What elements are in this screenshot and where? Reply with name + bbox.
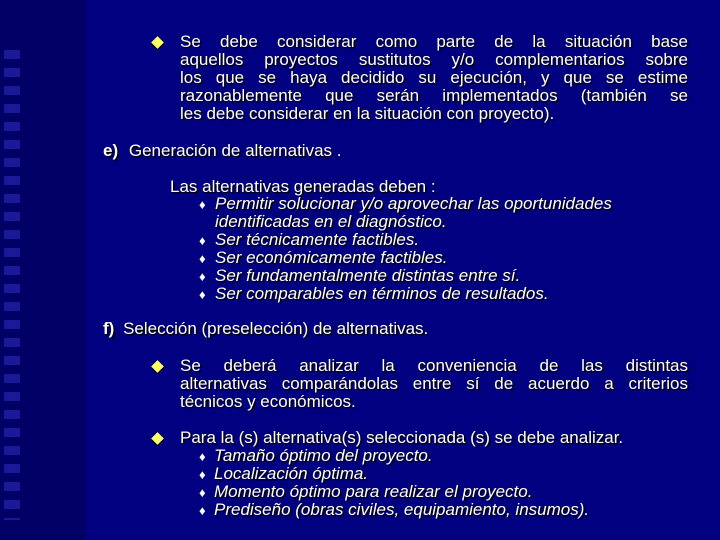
section-title: Selección (preselección) de alternativas. [123,319,429,338]
text-line: razonablemente que serán implementados (también se [180,86,688,105]
list-item: identificadas en el diagnóstico. [215,212,447,231]
text-line: aquellos proyectos sustitutos y/o complementarios sobre [180,50,688,69]
diamond-bullet-icon [151,36,164,49]
section-letter: e) [103,141,119,160]
text-line: Se debe considerar como parte de la situación base [180,32,688,51]
alternativas-intro: Las alternativas generadas deben : [170,177,436,196]
text-line: les debe considerar en la situación con proyecto). [180,104,555,123]
text-line: Se deberá analizar la conveniencia de las distintas [180,356,688,375]
small-diamond-icon: ♦ [199,503,206,518]
list-item: Momento óptimo para realizar el proyecto. [214,482,533,501]
decorative-squares [4,50,20,520]
diamond-bullet-icon [151,360,164,373]
list-item: Ser fundamentalmente distintas entre sí. [215,266,521,285]
small-diamond-icon: ♦ [199,233,206,248]
section-title: Generación de alternativas . [128,141,342,160]
section-letter: f) [103,319,115,338]
section-f-heading [103,320,428,338]
list-item: Prediseño (obras civiles, equipamiento, insumos). [214,500,590,519]
text-line: alternativas comparándolas entre sí de acuerdo a criterios [180,374,688,393]
text-line: técnicos y económicos. [180,392,356,411]
list-item: Ser comparables en términos de resultados. [215,284,549,303]
small-diamond-icon: ♦ [199,485,206,500]
list-item: Tamaño óptimo del proyecto. [214,446,433,465]
small-diamond-icon: ♦ [199,449,206,464]
paragraph-conveniencia [180,357,688,411]
list-item: Localización óptima. [214,464,369,483]
small-diamond-icon: ♦ [199,251,206,266]
list-item: Ser económicamente factibles. [215,248,448,267]
small-diamond-icon: ♦ [199,269,206,284]
small-diamond-icon: ♦ [199,467,206,482]
paragraph-situacion-base [180,33,688,123]
small-diamond-icon: ♦ [199,287,206,302]
list-item: Permitir solucionar y/o aprovechar las oportunidades [215,194,612,213]
small-diamond-icon: ♦ [199,197,206,212]
block3-intro: Para la (s) alternativa(s) seleccionada (s) se debe analizar. [180,428,624,447]
list-item: Ser técnicamente factibles. [215,230,420,249]
section-e-heading [103,142,341,160]
diamond-bullet-icon [151,432,164,445]
text-line: los que se haya decidido su ejecución, y que se estime [180,68,688,87]
